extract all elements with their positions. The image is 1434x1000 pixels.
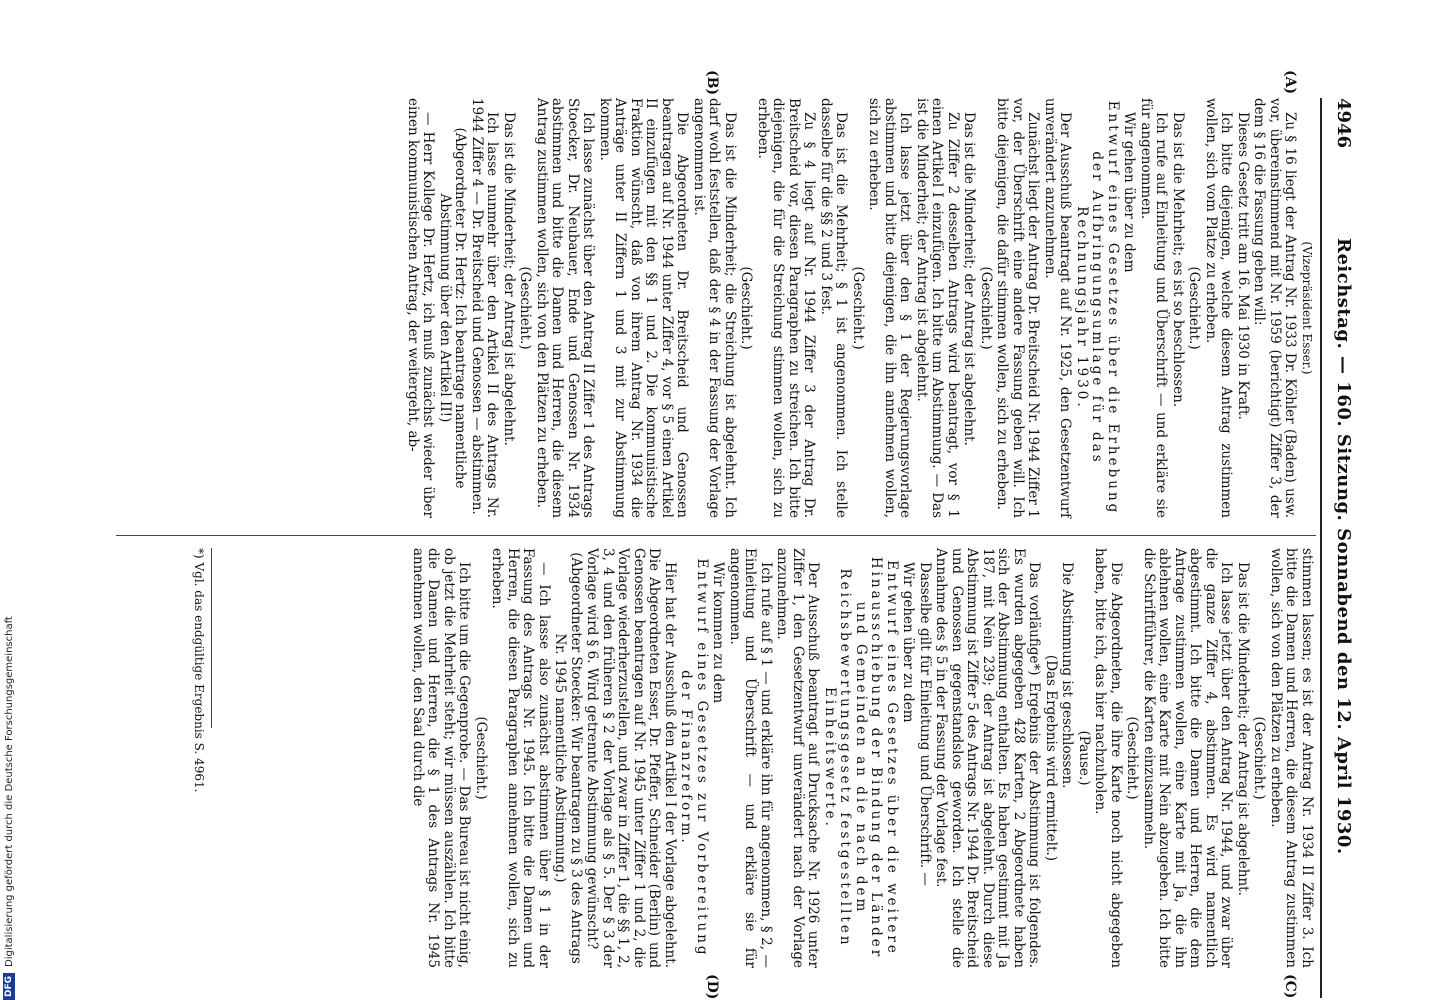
paragraph: Das ist die Minderheit; die Streichung ist abgelehnt. Ich darf wohl feststellen, daß der § 4 in der Fassung der Vorlage angenommen ist.	[691, 98, 738, 518]
paragraph: Wir gehen über zu dem	[900, 562, 917, 723]
paragraph: — Ich lasse also zunächst abstimmen über § 1 in der Fassung des Antrags Nr. 1945. Ich bitte die Damen und Herren, die diesen Paragraphen annehmen wollen, sich zu erheben.	[489, 548, 552, 968]
paragraph: Der Ausschuß beantragt auf Drucksache Nr. 1926 unter Ziffer 1, den Gesetzentwurf unverändert nach der Vorlage anzunehmen.	[774, 548, 822, 968]
paragraph: Zu § 16 liegt der Antrag Nr. 1933 Dr. Köhler (Baden) usw. vor, übereinstimmend mit Nr. 1959 (berichtigt) Ziffer 3, der dem § 16 die Fassung geben will:	[1251, 98, 1299, 518]
paragraph: Wir gehen über zu dem	[1121, 112, 1138, 273]
paragraph: (Abgeordneter Stoecker: Wir beantragen zu § 3 des Antrags Nr. 1945 namentliche Abstimmung.)	[552, 552, 584, 964]
footnote: *) Vgl. das endgültige Ergebnis S. 4961.	[192, 548, 206, 793]
bill-title: Entwurf eines Gesetzes über die Erhebung der Aufbringungsumlage für das Rechnungsjahr 1930.	[1074, 100, 1121, 516]
paragraph: Ich rufe auf Einleitung und Überschrift — und erkläre sie für angenommen.	[1138, 98, 1170, 518]
paragraph: Hier hat der Ausschuß den Artikel I der Vorlage abgelehnt. Die Abgeordneten Esser, Dr. Pfeffer, Schneider (Berlin) und Genossen beantragen auf Nr. 1945 unter Ziffer 1 und 2, die Vorlage wiederherzustellen, und zwar in Ziffer 1, die §§ 1, 2, 3, 4 und den früheren § 2 der Vorlage als § 5. Der § 3 der Vorlage wird § 6. Wird getrennte Abstimmung gewünscht?	[584, 548, 678, 968]
page-number: 4946	[1333, 98, 1354, 149]
header-rule	[1320, 98, 1322, 998]
page-header	[1320, 98, 1360, 998]
margin-marker-b: (B)	[704, 70, 720, 96]
bill-title: Entwurf eines Gesetzes zur Vorbereitung der Finanzreform.	[678, 558, 710, 958]
paragraph: Ich lasse zunächst über den Antrag II Ziffer 1 des Antrags Stoecker, Dr. Neubauer, Ende und Genossen Nr. 1934 abstimmen und bitte die Damen und Herren, die diesem Antrag zustimmen wollen, sich von den Plätzen zu erheben.	[534, 98, 597, 518]
paragraph: Das ist die Mehrheit; § 1 ist angenommen. Ich stelle dasselbe für die §§ 2 und 3 fest.	[818, 98, 850, 518]
paragraph: Das ist die Minderheit; der Antrag ist abgelehnt.	[1235, 562, 1251, 896]
column-divider	[116, 535, 1316, 536]
paragraph: Die Abgeordneten Dr. Breitscheid und Genossen beantragen auf Nr. 1944 unter Ziffer 4, vor § 5 einen Artikel II einzufügen mit den §§ 1 und 2. Die kommunistische Fraktion wünscht, daß von ihrem Antrag Nr. 1934 die Anträge unter II Ziffern 1 und 3 mit zur Abstimmung kommen.	[597, 98, 691, 518]
paragraph: (Geschieht.)	[738, 266, 755, 350]
paragraph: (Geschieht.)	[517, 266, 534, 350]
footnote-rule	[211, 548, 212, 728]
dfg-logo: DFG	[3, 973, 15, 1000]
page-title: Reichstag. — 160. Sitzung. Sonnabend den 12. April 1930.	[1333, 238, 1354, 855]
paragraph: Ich bitte diejenigen, welche diesem Antrag zustimmen wollen, sich vom Platze zu erheben.	[1203, 98, 1235, 518]
paragraph: — Herr Kollege Dr. Hertz, ich muß zunächst wieder über einen kommunistischen Antrag, der weitergeht, ab-	[405, 98, 437, 518]
margin-marker-d: (D)	[704, 974, 720, 1000]
paragraph: Ich lasse jetzt über den § 1 der Regierungsvorlage abstimmen und bitte diejenigen, die ihn annehmen wollen, sich zu erheben.	[866, 98, 914, 518]
paragraph: (Abgeordneter Dr. Hertz: Ich beantrage namentliche Abstimmung über den Artikel II!)	[437, 127, 469, 489]
paragraph: Wir kommen zu dem	[710, 562, 727, 704]
paragraph: (Vizepräsident Esser.)	[1300, 241, 1314, 375]
paragraph: (Das Ergebnis wird ermittelt.)	[1043, 654, 1059, 862]
paragraph: (Geschieht.)	[1124, 716, 1141, 800]
credit-text: Digitalisierung gefördert durch die Deutsche Forschungsgemeinschaft	[3, 616, 15, 967]
paragraph: (Geschieht.)	[1251, 716, 1268, 800]
paragraph: Das vorläufige*) Ergebnis der Abstimmung ist folgendes. Es wurden abgegeben 428 Karten, 2 Abgeordnete haben sich der Abstimmung enthalten. Es haben gestimmt mit Ja 187, mit Nein 239; der Antrag ist abgelehnt. Durch diese Abstimmung ist Ziffer 5 des Antrags Nr. 1944 Dr. Breitscheid und Genossen gegenstandslos geworden. Ich stelle die Annahme des § 5 in der Fassung der Vorlage fest.	[933, 548, 1043, 968]
paragraph: (Geschieht.)	[473, 716, 489, 800]
margin-marker-c: (C)	[1282, 974, 1298, 999]
paragraph: Die Abstimmung ist geschlossen.	[1059, 562, 1076, 789]
paragraph: (Geschieht.)	[978, 266, 994, 350]
margin-marker-a: (A)	[1282, 70, 1298, 95]
paragraph: (Pause.)	[1076, 730, 1092, 786]
paragraph: Ich lasse jetzt über den Antrag Nr. 1944, und zwar über die ganze Ziffer 4, abstimmen. Es wird namentlich abgestimmt. Ich bitte die Damen und Herren, die dem Antrage zustimmen wollen, eine Karte mit Ja, die ihn ablehnen wollen, eine Karte mit Nein abzugeben. Ich bitte die Schriftführer, die Karten einzusammeln.	[1141, 548, 1235, 968]
paragraph: Zu § 4 liegt auf Nr. 1944 Ziffer 3 der Antrag Dr. Breitscheid vor, diesen Paragraphen zu streichen. Ich bitte diejenigen, die für die Streichung stimmen wollen, sich zu erheben.	[755, 98, 818, 518]
bill-title: Entwurf eines Gesetzes über die weitere Hinausschiebung der Bindung der Länder und Gemeinden an die nach dem Reichsbewertungsgesetz festgestellten Einheitswerte.	[822, 556, 900, 960]
paragraph: Dieses Gesetz tritt am 16. Mai 1930 in Kraft.	[1235, 112, 1251, 420]
paragraph: stimmen lassen; es ist der Antrag Nr. 1934 II Ziffer 3. Ich bitte die Damen und Herren, die diesem Antrag zustimmen wollen, sich von den Plätzen zu erheben.	[1268, 548, 1315, 968]
paragraph: Das ist die Minderheit; der Antrag ist abgelehnt.	[501, 112, 517, 446]
right-column	[409, 548, 1315, 968]
paragraph: Zunächst liegt der Antrag Dr. Breitscheid Nr. 1944 Ziffer 1 vor, der Überschrift eine andere Fassung geben will. Ich bitte diejenigen, die dafür stimmen wollen, sich zu erheben.	[994, 98, 1042, 518]
paragraph: Zu Ziffer 2 desselben Antrags wird beantragt, vor § 1 einen Artikel I einzufügen. Ich bitte um Abstimmung. — Das ist die Minderheit; der Antrag ist abgelehnt.	[914, 98, 961, 518]
paragraph: (Geschieht.)	[1186, 266, 1203, 350]
paragraph: Dasselbe gilt für Einleitung und Überschrift. —	[917, 562, 933, 886]
paragraph: Ich rufe auf § 1 — und erkläre ihn für angenommen, § 2, — Einleitung und Überschrift — und erkläre sie für angenommen.	[727, 548, 774, 968]
paragraph: Ich lasse nunmehr über den Artikel II des Antrags Nr. 1944 Ziffer 4 — Dr. Breitscheid und Genossen — abstimmen.	[469, 98, 501, 518]
paragraph: Das ist die Minderheit; der Antrag ist abgelehnt.	[961, 112, 978, 446]
paragraph: Der Ausschuß beantragt auf Nr. 1925, den Gesetzentwurf unverändert anzunehmen.	[1042, 98, 1074, 518]
document-page	[110, 70, 1360, 1000]
digitization-credit	[0, 616, 18, 1000]
paragraph: Das ist die Mehrheit; es ist so beschlossen.	[1170, 112, 1186, 408]
paragraph: Die Abgeordneten, die ihre Karte noch nicht abgegeben haben, bitte ich, das hier nachzuholen.	[1092, 548, 1124, 968]
paragraph: (Geschieht.)	[850, 266, 866, 350]
paragraph: Ich bitte um die Gegenprobe. — Das Bureau ist nicht einig, ob jetzt die Mehrheit steht; wir müssen auszählen. Ich bitte die Damen und Herren, die § 1 des Antrags Nr. 1945 annehmen wollen, den Saal durch die	[410, 548, 473, 968]
left-column	[404, 98, 1315, 518]
